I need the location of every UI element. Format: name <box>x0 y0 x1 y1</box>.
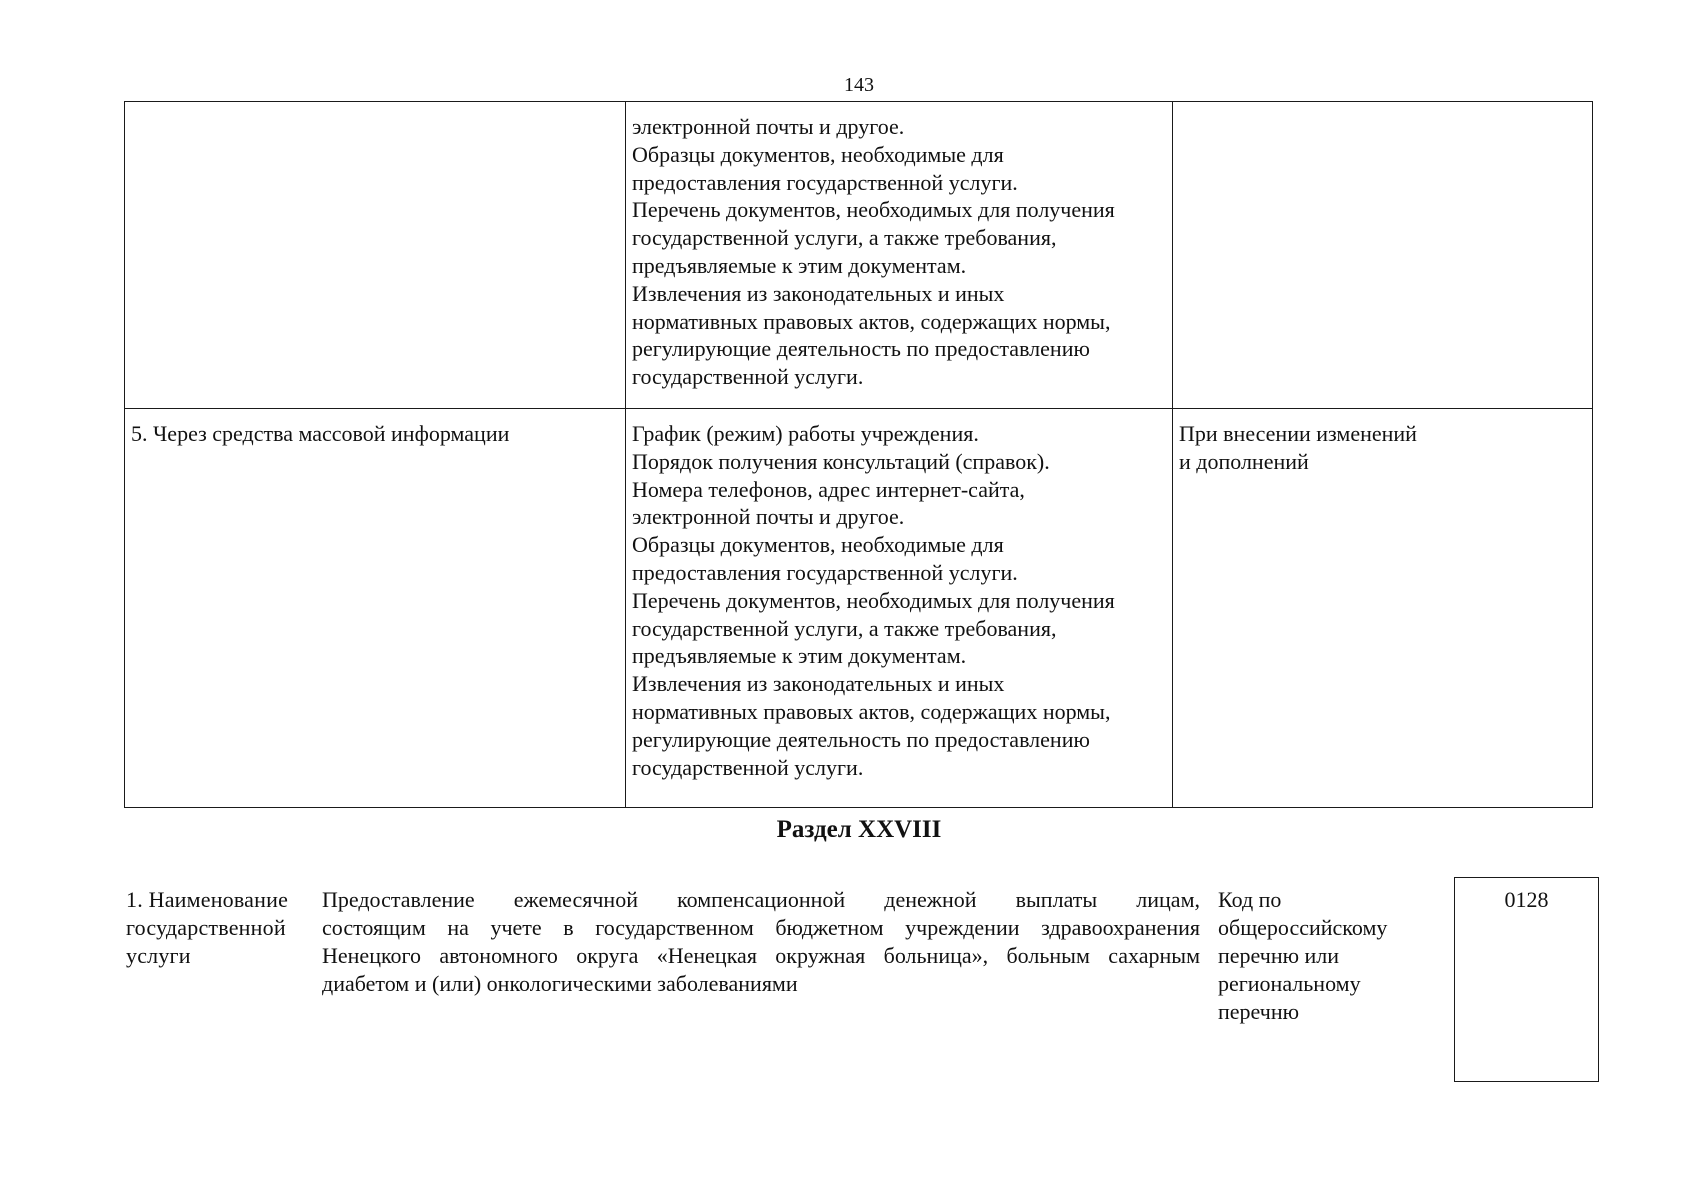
table-row <box>125 409 1593 808</box>
service-text-line: Ненецкого автономного округа «Ненецкая окружная больница», больным сахарным <box>322 943 1200 968</box>
content-line: электронной почты и другое. <box>632 114 905 139</box>
service-text-line: Предоставление ежемесячной компенсационной денежной выплаты лицам, <box>322 887 1200 912</box>
content-line: Образцы документов, необходимые для <box>632 532 1004 558</box>
page-number: 143 <box>844 74 874 96</box>
content-line: Образцы документов, необходимые для <box>632 141 1004 167</box>
content-line: Перечень документов, необходимых для получения <box>632 587 1115 613</box>
content-line: государственной услуги, а также требования, <box>632 225 1057 251</box>
content-line: предъявляемые к этим документам. <box>632 252 967 278</box>
code-label-line: общероссийскому <box>1218 915 1388 940</box>
content-line: Перечень документов, необходимых для получения <box>632 197 1115 223</box>
content-line: государственной услуги. <box>632 364 864 390</box>
content-line: предъявляемые к этим документам. <box>632 643 967 669</box>
service-text-line: состоящим на учете в государственном бюджетном учреждении здравоохранения <box>322 915 1200 940</box>
content-line: электронной почты и другое. <box>632 504 905 530</box>
content-line: предоставления государственной услуги. <box>632 559 1018 585</box>
content-line: нормативных правовых актов, содержащих нормы, <box>632 698 1111 724</box>
code-label-line: региональному <box>1218 971 1361 996</box>
content-line: регулирующие деятельность по предоставлению <box>632 336 1090 362</box>
information-table <box>124 101 1593 808</box>
frequency-line: При внесении изменений <box>1179 421 1417 446</box>
frequency-line: и дополнений <box>1179 448 1309 474</box>
channel-cell <box>125 409 626 808</box>
table-row <box>125 102 1593 409</box>
channel-text: 5. Через средства массовой информации <box>131 421 510 446</box>
content-cell <box>626 409 1173 808</box>
code-label-line: перечню <box>1218 999 1300 1024</box>
content-line: регулирующие деятельность по предоставлению <box>632 726 1090 752</box>
content-cell <box>626 102 1173 409</box>
code-box <box>1454 877 1599 1082</box>
code-label <box>1218 886 1418 1026</box>
content-line: нормативных правовых актов, содержащих нормы, <box>632 308 1111 334</box>
code-label-line: Код по <box>1218 887 1282 912</box>
content-line: Извлечения из законодательных и иных <box>632 280 1005 306</box>
content-line: Извлечения из законодательных и иных <box>632 671 1005 697</box>
service-name-label <box>126 886 304 970</box>
service-text-line: диабетом и (или) онкологическими заболеваниями <box>322 971 798 996</box>
service-name-text <box>322 886 1200 998</box>
content-line: Номера телефонов, адрес интернет-сайта, <box>632 476 1025 502</box>
channel-cell <box>125 102 626 409</box>
code-value: 0128 <box>1504 887 1549 912</box>
section-heading: Раздел XXVIII <box>776 816 942 843</box>
content-line: Порядок получения консультаций (справок). <box>632 448 1050 474</box>
content-line: государственной услуги. <box>632 754 864 780</box>
content-line: государственной услуги, а также требования, <box>632 615 1057 641</box>
frequency-cell <box>1173 102 1593 409</box>
content-line: График (режим) работы учреждения. <box>632 421 979 446</box>
service-label-line: государственной <box>126 915 286 940</box>
content-line: предоставления государственной услуги. <box>632 169 1018 195</box>
code-label-line: перечню или <box>1218 943 1340 968</box>
service-label-line: услуги <box>126 943 191 968</box>
frequency-cell <box>1173 409 1593 808</box>
service-label-line: 1. Наименование <box>126 887 289 912</box>
